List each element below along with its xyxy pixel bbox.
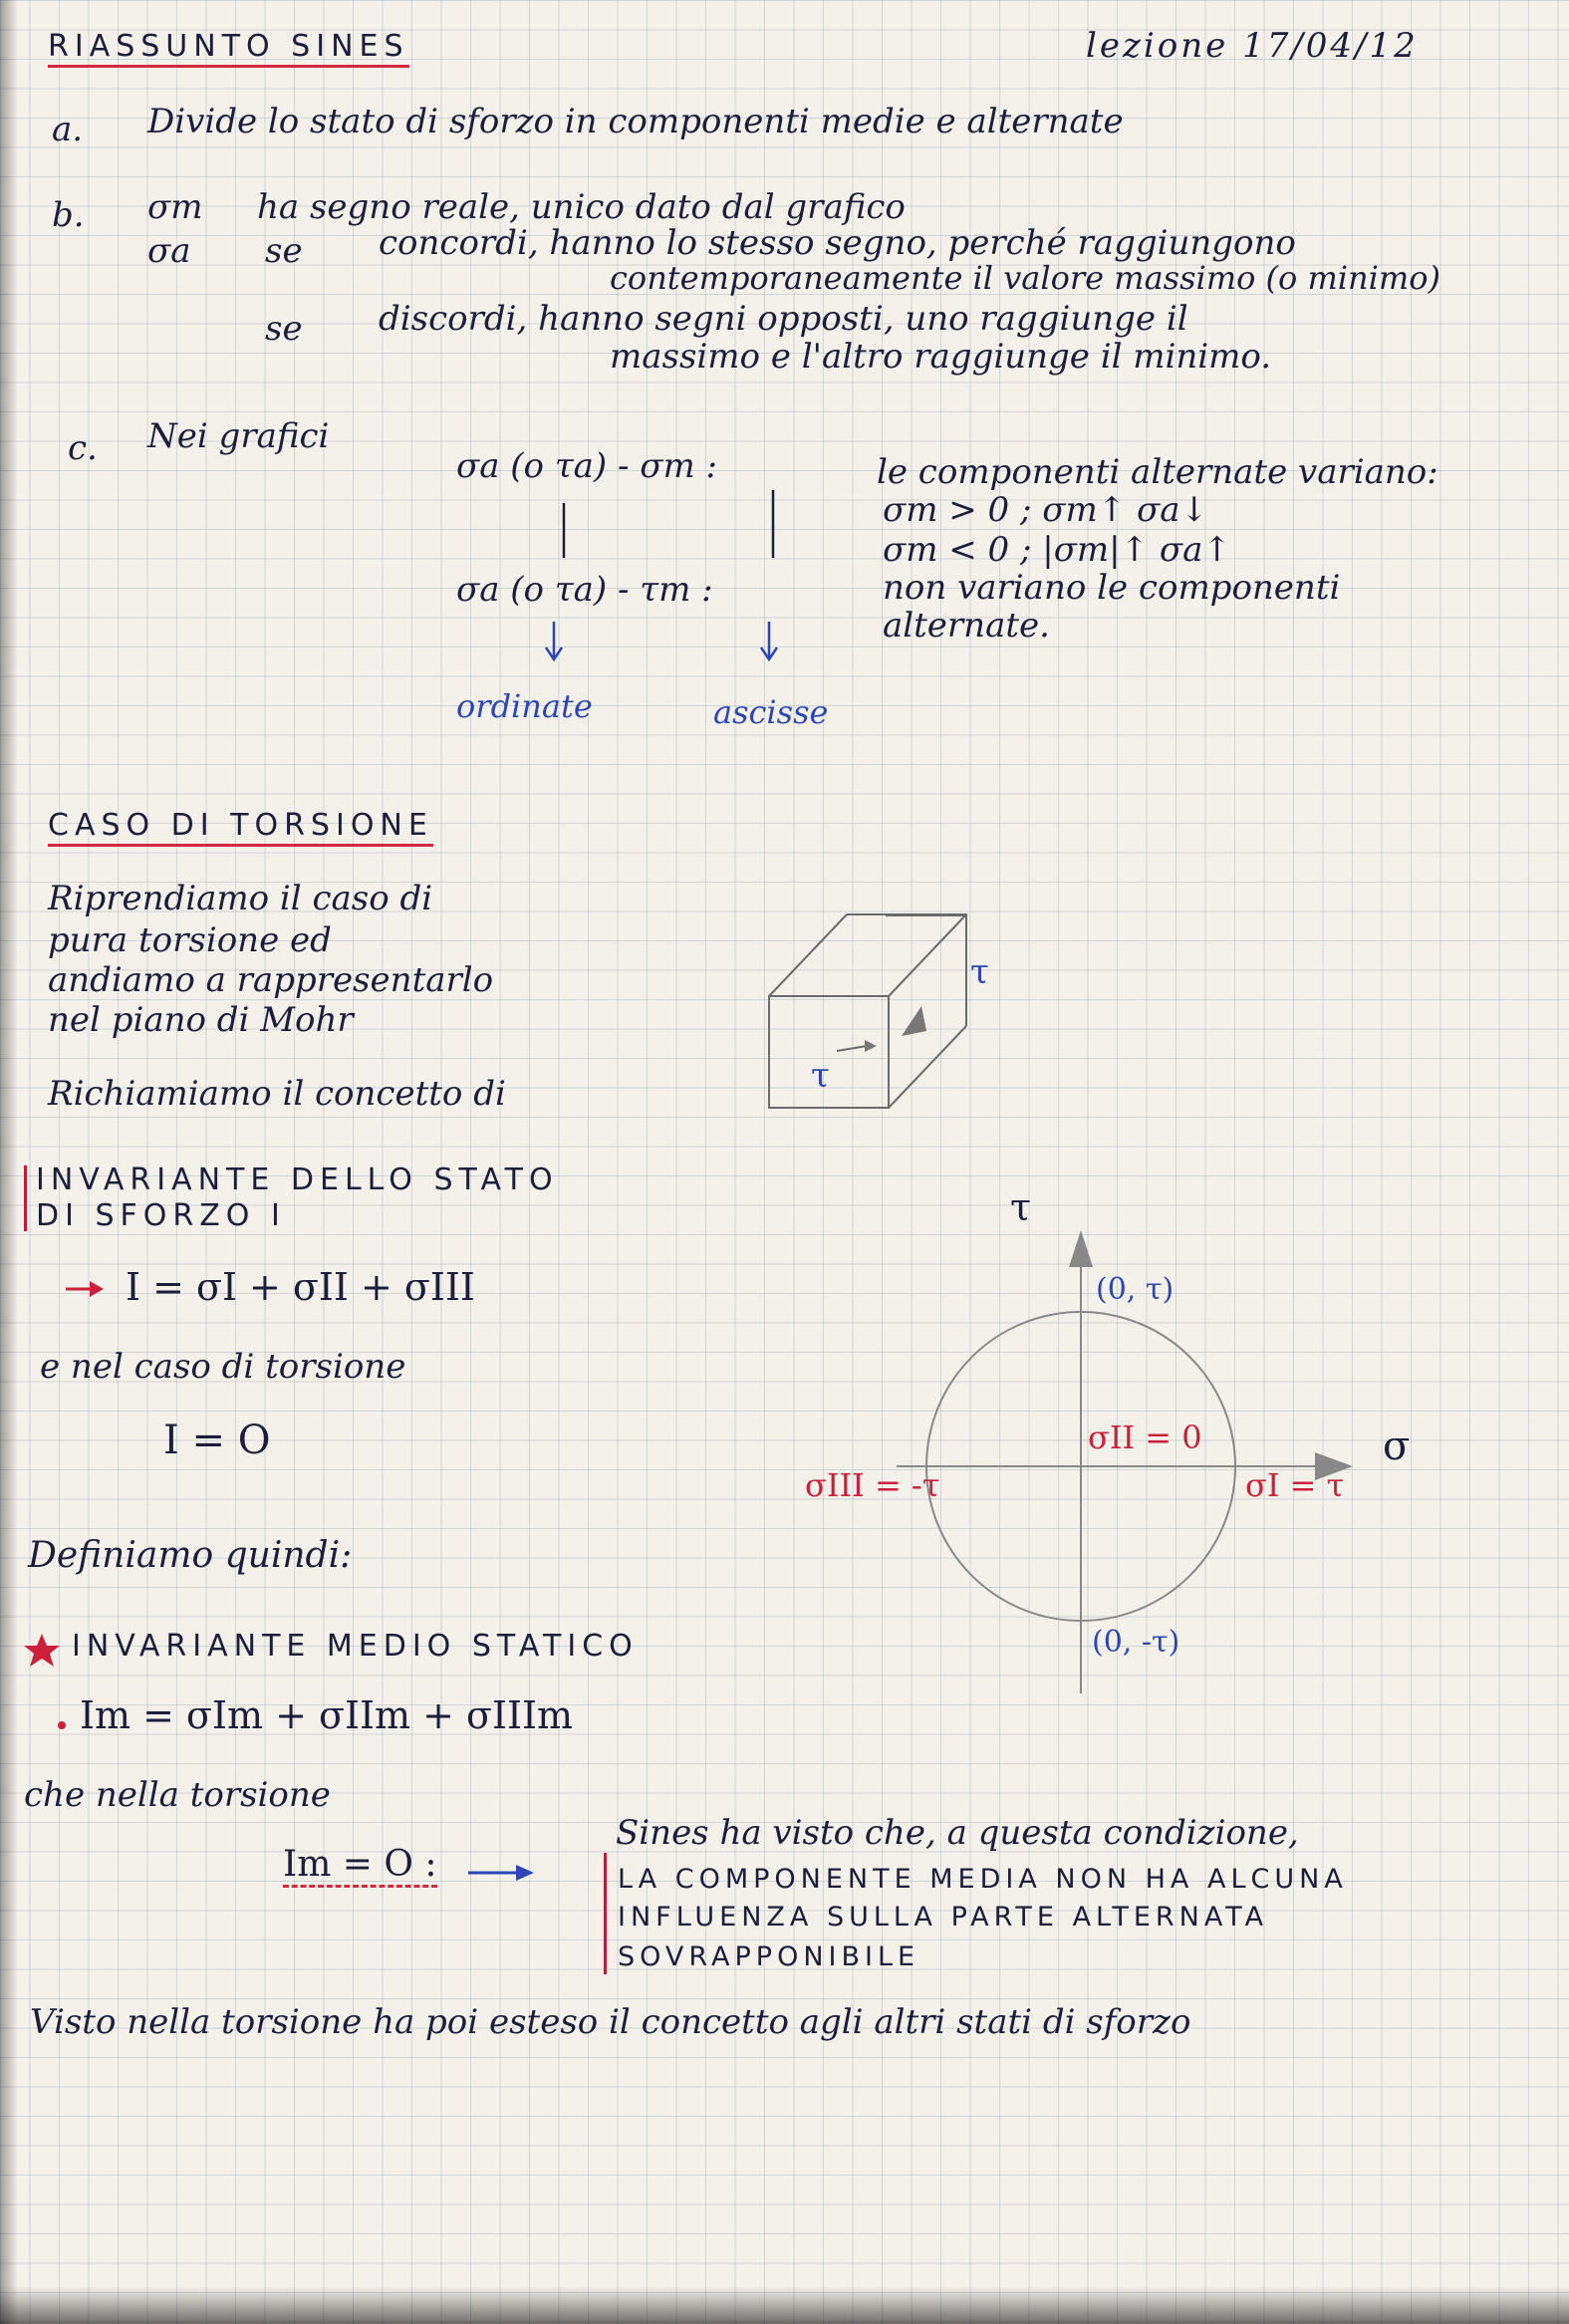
im-zero: Im = O :	[283, 1845, 437, 1888]
mohr-top-point: (0, τ)	[1096, 1272, 1175, 1307]
sines-line-2: LA COMPONENTE MEDIA NON HA ALCUNA	[618, 1864, 1348, 1895]
page-bottom-edge	[0, 2286, 1569, 2324]
note-line-2a: σm > 0 ; σm↑ σa↓	[883, 490, 1208, 530]
sines-line-1: Sines ha visto che, a questa condizione,	[616, 1813, 1299, 1853]
item-a-marker: a.	[52, 110, 84, 149]
invariant-formula: I = σI + σII + σIII	[126, 1265, 475, 1309]
item-b-sigma-m: σm	[147, 187, 203, 227]
item-b-se-1: se	[265, 231, 303, 271]
intro-line-5: Richiamiamo il concetto di	[48, 1074, 506, 1114]
item-b-se-2: se	[265, 309, 303, 349]
item-b-concordi-2: contemporaneamente il valore massimo (o minimo)	[610, 259, 1440, 297]
define-line: Definiamo quindi:	[28, 1535, 353, 1576]
item-b-discordi: discordi, hanno segni opposti, uno raggiunge il	[379, 299, 1188, 339]
invariant-caso: e nel caso di torsione	[40, 1347, 406, 1387]
note-line-3: non variano le componenti	[883, 568, 1341, 608]
item-b-sigma-a: σa	[147, 231, 191, 271]
invariant-zero: I = O	[163, 1418, 271, 1463]
mohr-right-label: σI = τ	[1245, 1466, 1345, 1504]
intro-line-4: nel piano di Mohr	[48, 1000, 354, 1040]
mohr-axis-sigma: σ	[1383, 1423, 1411, 1469]
sines-line-4: SOVRAPPONIBILE	[618, 1941, 920, 1972]
intro-line-2: pura torsione ed	[48, 920, 332, 960]
item-b-discordi-2: massimo e l'altro raggiunge il minimo.	[610, 337, 1272, 377]
item-c-marker: c.	[68, 428, 98, 468]
intro-line-3: andiamo a rappresentarlo	[48, 960, 494, 1000]
note-line-2b: σm < 0 ; |σm|↑ σa↑	[883, 530, 1231, 570]
note-line-1: le componenti alternate variano:	[877, 452, 1438, 492]
cube-tau-top: τ	[970, 952, 989, 992]
nella-torsione: che nella torsione	[24, 1775, 331, 1815]
section-heading: CASO DI TORSIONE	[48, 809, 433, 847]
graph-bottom-label: σa (o τa) - τm :	[456, 570, 713, 610]
invariant-title-1: INVARIANTE DELLO STATO	[36, 1162, 559, 1197]
ascisse-label: ascisse	[713, 693, 829, 731]
lesson-date: lezione 17/04/12	[1086, 26, 1419, 66]
ordinate-label: ordinate	[456, 687, 593, 725]
medio-title: INVARIANTE MEDIO STATICO	[72, 1629, 639, 1664]
intro-line-1: Riprendiamo il caso di	[48, 879, 433, 918]
final-line: Visto nella torsione ha poi esteso il concetto agli altri stati di sforzo	[30, 2002, 1191, 2042]
medio-formula: Im = σIm + σIIm + σIIIm	[80, 1693, 574, 1737]
graph-top-label: σa (o τa) - σm :	[456, 446, 717, 486]
mohr-center-label: σII = 0	[1088, 1419, 1202, 1456]
invariant-title-2: DI SFORZO I	[36, 1198, 286, 1233]
note-line-4: alternate.	[883, 606, 1050, 646]
mohr-axis-tau: τ	[1010, 1185, 1032, 1229]
page-title: RIASSUNTO SINES	[48, 30, 409, 68]
item-b-marker: b.	[52, 195, 85, 235]
cube-tau-front: τ	[811, 1056, 830, 1096]
item-b-concordi: concordi, hanno lo stesso segno, perché raggiungono	[379, 223, 1296, 263]
mohr-bottom-point: (0, -τ)	[1092, 1625, 1180, 1660]
sines-line-3: INFLUENZA SULLA PARTE ALTERNATA	[618, 1902, 1269, 1933]
item-a-text: Divide lo stato di sforzo in componenti medie e alternate	[147, 102, 1124, 141]
mohr-left-label: σIII = -τ	[805, 1466, 940, 1504]
item-b-sigma-m-text: ha segno reale, unico dato dal grafico	[257, 187, 906, 227]
item-c-text: Nei grafici	[147, 416, 330, 456]
